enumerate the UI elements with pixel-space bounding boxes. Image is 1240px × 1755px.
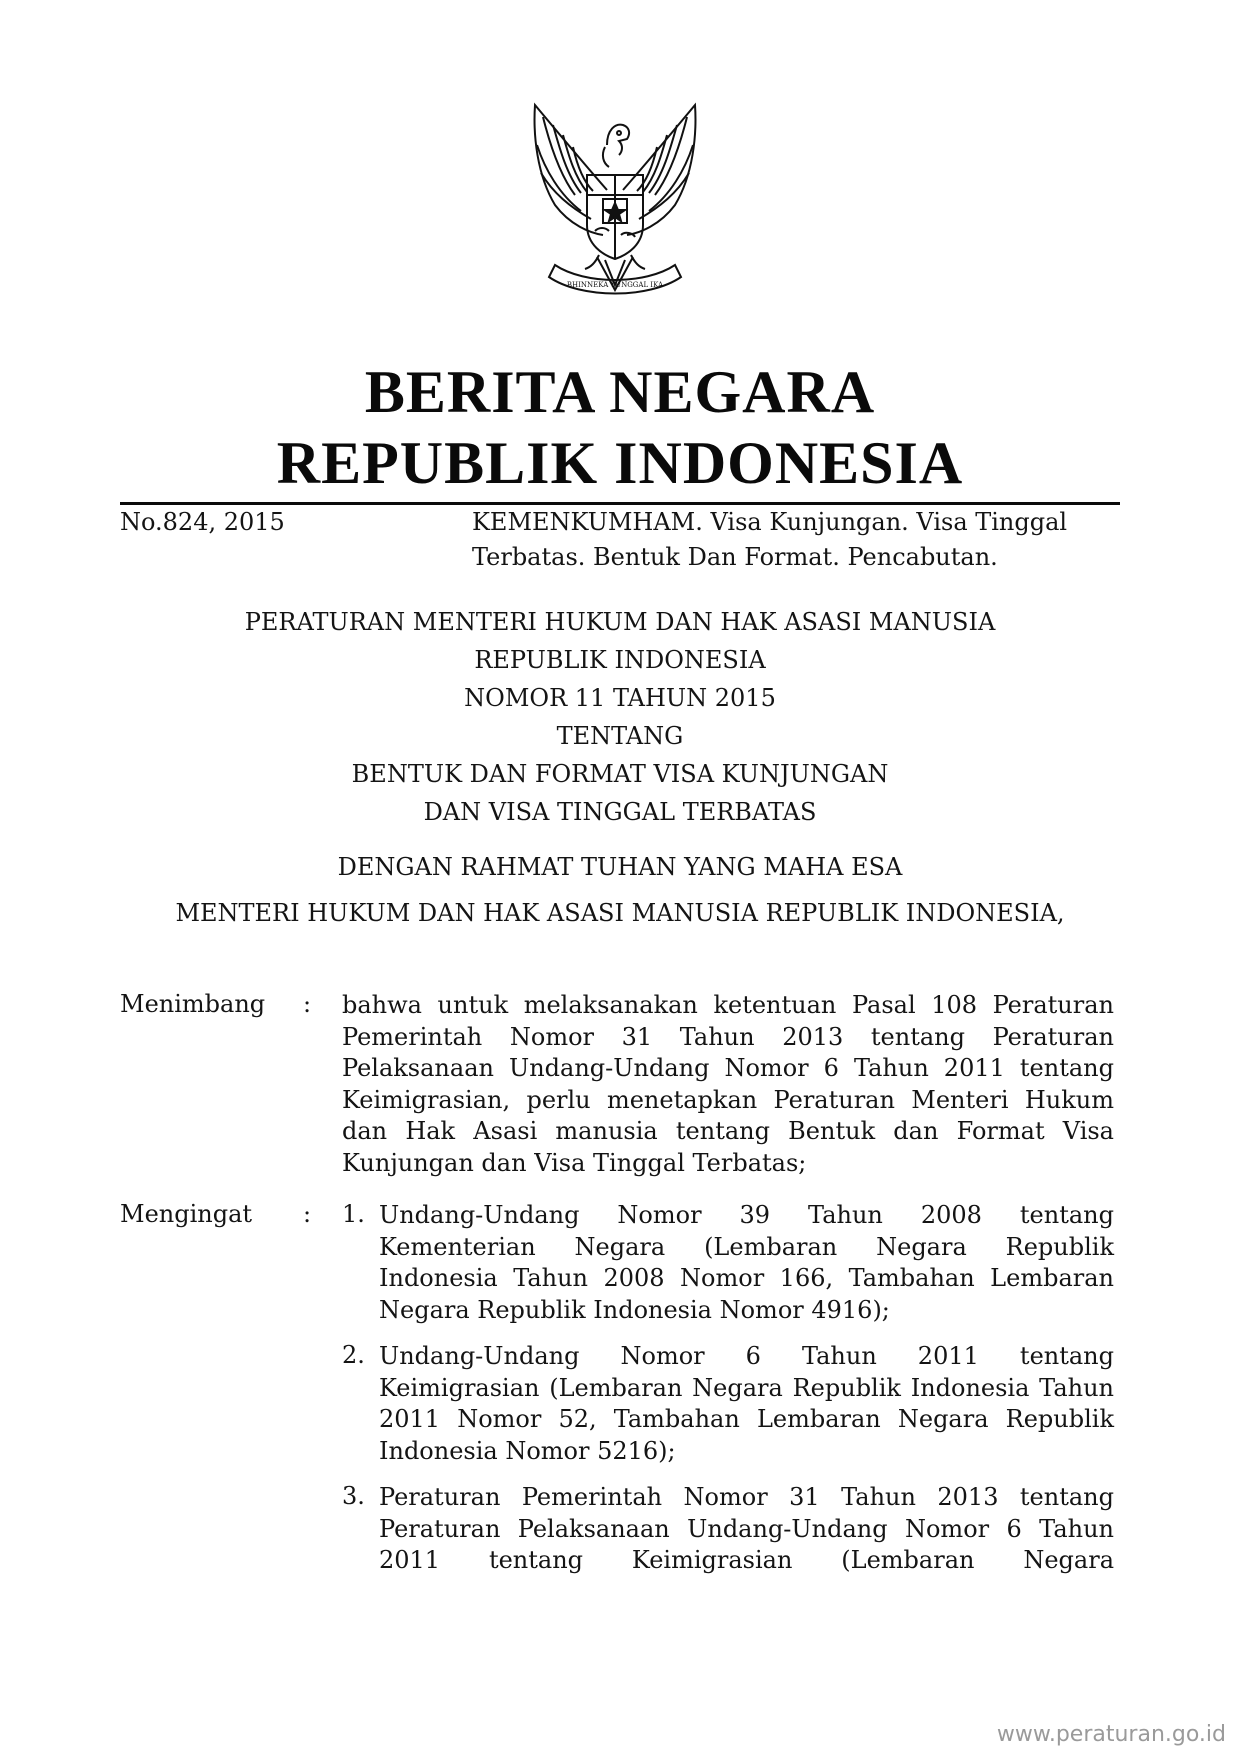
masthead-line-1: BERITA NEGARA <box>364 359 876 425</box>
title-line-5: BENTUK DAN FORMAT VISA KUNJUNGAN <box>351 760 889 788</box>
title-line-4: TENTANG <box>556 722 684 750</box>
title-line-2: REPUBLIK INDONESIA <box>474 646 766 674</box>
title-line-3: NOMOR 11 TAHUN 2015 <box>464 684 776 712</box>
title-line-1: PERATURAN MENTERI HUKUM DAN HAK ASASI MANUSIA <box>244 608 996 636</box>
mengingat-item-text: Undang-Undang Nomor 6 Tahun 2011 tentang Keimigrasian (Lembaran Negara Republik Indonesia Tahun 2011 Nomor 52, Tambahan Lembaran Negara Republik Indonesia Nomor 5216); <box>379 1342 1114 1465</box>
svg-text:BHINNEKA TUNGGAL IKA: BHINNEKA TUNGGAL IKA <box>566 281 664 289</box>
masthead-line-2: REPUBLIK INDONESIA <box>276 430 964 496</box>
gazette-subject-line-2: Terbatas. Bentuk Dan Format. Pencabutan. <box>472 543 998 571</box>
mengingat-item-number: 2. <box>342 1341 365 1369</box>
mengingat-label: Mengingat <box>120 1200 253 1228</box>
mengingat-item-number: 3. <box>342 1482 365 1510</box>
menimbang-colon: : <box>303 990 312 1018</box>
source-watermark: www.peraturan.go.id <box>996 1722 1226 1747</box>
garuda-emblem-icon <box>515 95 715 305</box>
opening-line-1: DENGAN RAHMAT TUHAN YANG MAHA ESA <box>337 853 903 881</box>
masthead-rule <box>120 502 1120 505</box>
opening-line-2: MENTERI HUKUM DAN HAK ASASI MANUSIA REPUBLIK INDONESIA, <box>175 899 1065 927</box>
gazette-subject-line-1: KEMENKUMHAM. Visa Kunjungan. Visa Tinggal <box>472 508 1068 536</box>
mengingat-item-text: Undang-Undang Nomor 39 Tahun 2008 tentang Kementerian Negara (Lembaran Negara Republik Indonesia Tahun 2008 Nomor 166, Tambahan Lembaran Negara Republik Indonesia Nomor 4916); <box>379 1201 1114 1324</box>
gazette-number: No.824, 2015 <box>120 508 285 536</box>
mengingat-item-number: 1. <box>342 1200 365 1228</box>
menimbang-label: Menimbang <box>120 990 266 1018</box>
mengingat-colon: : <box>303 1200 312 1228</box>
mengingat-item-text: Peraturan Pemerintah Nomor 31 Tahun 2013 tentang Peraturan Pelaksanaan Undang-Undang Nomor 6 Tahun 2011 tentang Keimigrasian (Lembaran Negara <box>379 1483 1114 1574</box>
menimbang-text: bahwa untuk melaksanakan ketentuan Pasal 108 Peraturan Pemerintah Nomor 31 Tahun 2013 tentang Peraturan Pelaksanaan Undang-Undang Nomor 6 Tahun 2011 tentang Keimigrasian, perlu menetapkan Peraturan Menteri Hukum dan Hak Asasi manusia tentang Bentuk dan Format Visa Kunjungan dan Visa Tinggal Terbatas; <box>342 991 1114 1177</box>
title-line-6: DAN VISA TINGGAL TERBATAS <box>423 798 817 826</box>
